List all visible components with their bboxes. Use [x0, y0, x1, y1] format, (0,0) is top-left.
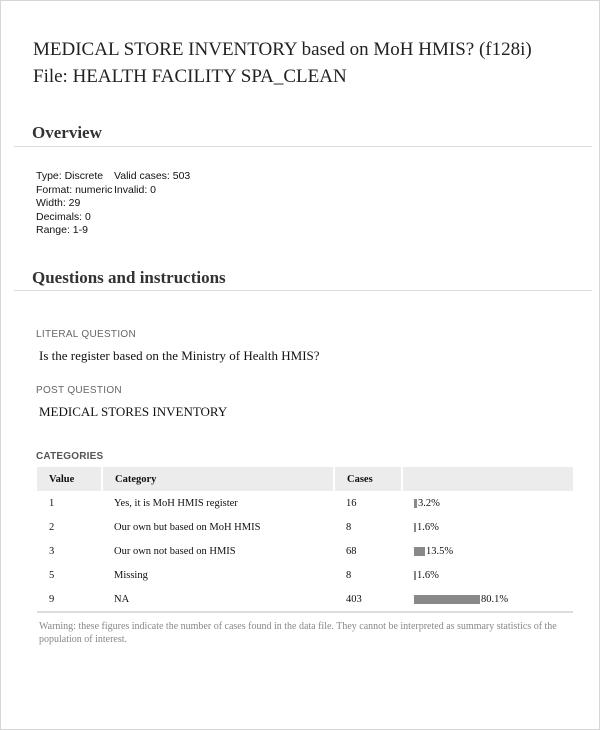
- categories-table: [37, 467, 573, 613]
- row-cases: 403: [334, 587, 402, 612]
- post-question-label: POST QUESTION: [36, 385, 122, 396]
- literal-question-label: LITERAL QUESTION: [36, 329, 137, 340]
- table-row: [37, 587, 573, 612]
- valid-cases-value: Valid cases: 503: [114, 170, 191, 182]
- row-value: 5: [49, 569, 55, 581]
- row-category: Missing: [114, 569, 148, 581]
- table-row: [37, 539, 573, 563]
- percent-label: 3.2%: [418, 497, 440, 509]
- decimals-value: Decimals: 0: [36, 210, 91, 223]
- row-cases: 8: [346, 521, 352, 533]
- width-value: Width: 29: [36, 197, 81, 209]
- table-header-row: [37, 467, 573, 491]
- percent-bar: [414, 547, 425, 556]
- col-value-header: Value: [37, 467, 102, 491]
- table-row: [37, 515, 573, 539]
- type-value: Type: Discrete: [36, 170, 104, 182]
- row-percent: [402, 491, 573, 515]
- col-cases-header: Cases: [334, 467, 402, 491]
- categories-heading: CATEGORIES: [36, 451, 104, 462]
- overview-divider: [14, 146, 592, 147]
- row-category: Our own but based on MoH HMIS: [114, 521, 261, 533]
- row-value: 2: [49, 521, 55, 533]
- percent-label: 13.5%: [426, 545, 454, 557]
- percent-bar: [414, 571, 416, 580]
- row-cases: 16: [346, 497, 357, 509]
- col-percent-header: [402, 467, 573, 491]
- format-value: Format: numeric: [36, 183, 113, 196]
- row-percent: [402, 587, 573, 612]
- percent-bar: [414, 595, 480, 604]
- percent-label: 80.1%: [481, 593, 509, 605]
- row-value: 3: [49, 545, 55, 557]
- row-cases: 68: [346, 545, 357, 557]
- file-title: File: HEALTH FACILITY SPA_CLEAN: [33, 66, 347, 87]
- row-percent: [402, 515, 573, 539]
- range-value: Range: 1-9: [36, 224, 88, 236]
- row-percent: [402, 539, 573, 563]
- row-cases: 8: [346, 569, 352, 581]
- row-percent: [402, 563, 573, 587]
- row-category: NA: [102, 587, 334, 612]
- table-row: [37, 563, 573, 587]
- row-value: 9: [37, 587, 102, 612]
- questions-heading: Questions and instructions: [32, 268, 226, 287]
- overview-block: [36, 170, 190, 238]
- percent-label: 1.6%: [417, 569, 439, 581]
- row-value: 1: [49, 497, 55, 509]
- row-category: Our own not based on HMIS: [114, 545, 236, 557]
- literal-question-text: Is the register based on the Ministry of Health HMIS?: [39, 348, 320, 363]
- row-category: Yes, it is MoH HMIS register: [114, 497, 238, 509]
- table-row: [37, 491, 573, 515]
- page-title: [33, 36, 532, 90]
- variable-title: MEDICAL STORE INVENTORY based on MoH HMIS? (f128i): [33, 39, 532, 60]
- questions-divider: [14, 290, 592, 291]
- overview-heading: Overview: [32, 123, 102, 142]
- post-question-text: MEDICAL STORES INVENTORY: [39, 404, 228, 419]
- percent-bar: [414, 499, 417, 508]
- percent-bar: [414, 523, 416, 532]
- warning-note: Warning: these figures indicate the number of cases found in the data file. They cannot be interpreted as summary statistics of the population of interest.: [39, 621, 557, 645]
- col-category-header: Category: [102, 467, 334, 491]
- percent-label: 1.6%: [417, 521, 439, 533]
- invalid-value: Invalid: 0: [114, 183, 157, 196]
